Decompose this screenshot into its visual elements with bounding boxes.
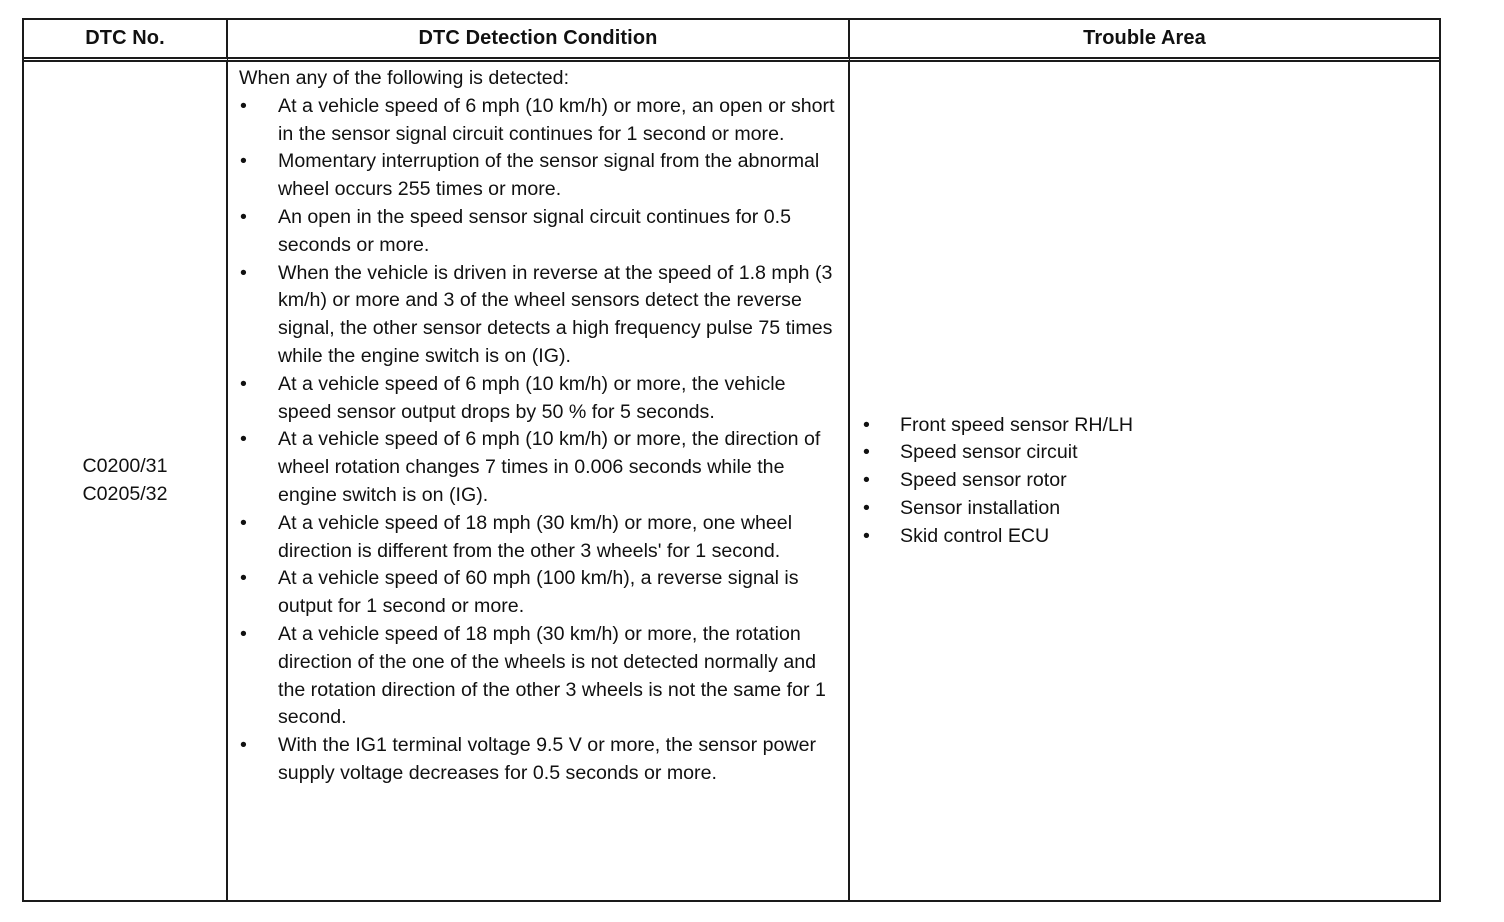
condition-text: When the vehicle is driven in reverse at the speed of 1.8 mph (3 km/h) or more and 3 of the wheel sensors detect the reverse signal, the other sensor detects a high frequency pulse 75 times while the engine switch is on (IG). — [278, 261, 833, 367]
condition-item — [239, 426, 840, 509]
bullet-icon: • — [240, 567, 247, 590]
condition-text: At a vehicle speed of 18 mph (30 km/h) or more, the rotation direction of the one of the wheels is not detected normally and the rotation direction of the other 3 wheels is not the same for 1 second. — [278, 622, 826, 729]
bullet-icon: • — [240, 261, 247, 284]
condition-list — [239, 93, 840, 788]
trouble-area-text: Sensor installation — [900, 496, 1061, 519]
dtc-code: C0200/31 — [82, 455, 168, 478]
condition-item — [239, 510, 840, 566]
condition-text: At a vehicle speed of 6 mph (10 km/h) or more, the vehicle speed sensor output drops by 50 % for 5 seconds. — [278, 372, 786, 423]
detection-condition-cell — [228, 62, 850, 900]
bullet-icon: • — [863, 441, 870, 464]
condition-item — [239, 260, 840, 371]
table-row — [24, 62, 1439, 900]
dtc-code: C0205/32 — [82, 483, 168, 505]
dtc-table — [22, 18, 1441, 902]
condition-item — [239, 565, 840, 621]
condition-text: An open in the speed sensor signal circuit continues for 0.5 seconds or more. — [278, 205, 792, 256]
condition-item — [239, 93, 840, 149]
trouble-area-item — [862, 495, 1439, 523]
trouble-area-text: Speed sensor circuit — [900, 441, 1078, 464]
trouble-area-text: Speed sensor rotor — [900, 469, 1067, 492]
table-body — [24, 62, 1439, 900]
header-dtc-no: DTC No. — [24, 20, 228, 62]
header-row — [24, 20, 1439, 62]
dtc-codes-cell — [24, 62, 228, 900]
bullet-icon: • — [863, 413, 870, 436]
bullet-icon: • — [240, 734, 247, 757]
condition-item — [239, 204, 840, 260]
condition-text: Momentary interruption of the sensor signal from the abnormal wheel occurs 255 times or more. — [278, 150, 820, 201]
bullet-icon: • — [240, 150, 247, 173]
condition-text: At a vehicle speed of 18 mph (30 km/h) or more, one wheel direction is different from the other 3 wheels' for 1 second. — [278, 511, 793, 562]
bullet-icon: • — [863, 469, 870, 492]
trouble-area-cell — [850, 62, 1439, 900]
header-trouble-area: Trouble Area — [850, 20, 1439, 62]
bullet-icon: • — [863, 524, 870, 547]
trouble-area-item — [862, 467, 1439, 495]
condition-item — [239, 732, 840, 788]
condition-intro: When any of the following is detected: — [239, 67, 570, 89]
bullet-icon: • — [240, 205, 247, 228]
header-detection-condition: DTC Detection Condition — [228, 20, 850, 62]
condition-text: With the IG1 terminal voltage 9.5 V or more, the sensor power supply voltage decreases for 0.5 seconds or more. — [278, 734, 816, 784]
condition-item — [239, 371, 840, 427]
trouble-area-item — [862, 523, 1439, 551]
bullet-icon: • — [240, 511, 247, 534]
bullet-icon: • — [240, 622, 247, 645]
trouble-area-text: Skid control ECU — [900, 524, 1050, 547]
trouble-area-list — [862, 412, 1439, 551]
bullet-icon: • — [863, 496, 870, 519]
condition-item — [239, 148, 840, 204]
condition-item — [239, 621, 840, 732]
condition-text: At a vehicle speed of 60 mph (100 km/h), a reverse signal is output for 1 second or more. — [278, 567, 799, 618]
trouble-area-item — [862, 439, 1439, 467]
condition-text: At a vehicle speed of 6 mph (10 km/h) or more, an open or short in the sensor signal circuit continues for 1 second or more. — [278, 94, 835, 145]
condition-text: At a vehicle speed of 6 mph (10 km/h) or more, the direction of wheel rotation changes 7 times in 0.006 seconds while the engine switch is on (IG). — [278, 428, 821, 506]
table-header — [24, 20, 1439, 62]
bullet-icon: • — [240, 428, 247, 451]
bullet-icon: • — [240, 94, 247, 117]
trouble-area-item — [862, 412, 1439, 440]
bullet-icon: • — [240, 372, 247, 395]
trouble-area-text: Front speed sensor RH/LH — [900, 413, 1134, 436]
